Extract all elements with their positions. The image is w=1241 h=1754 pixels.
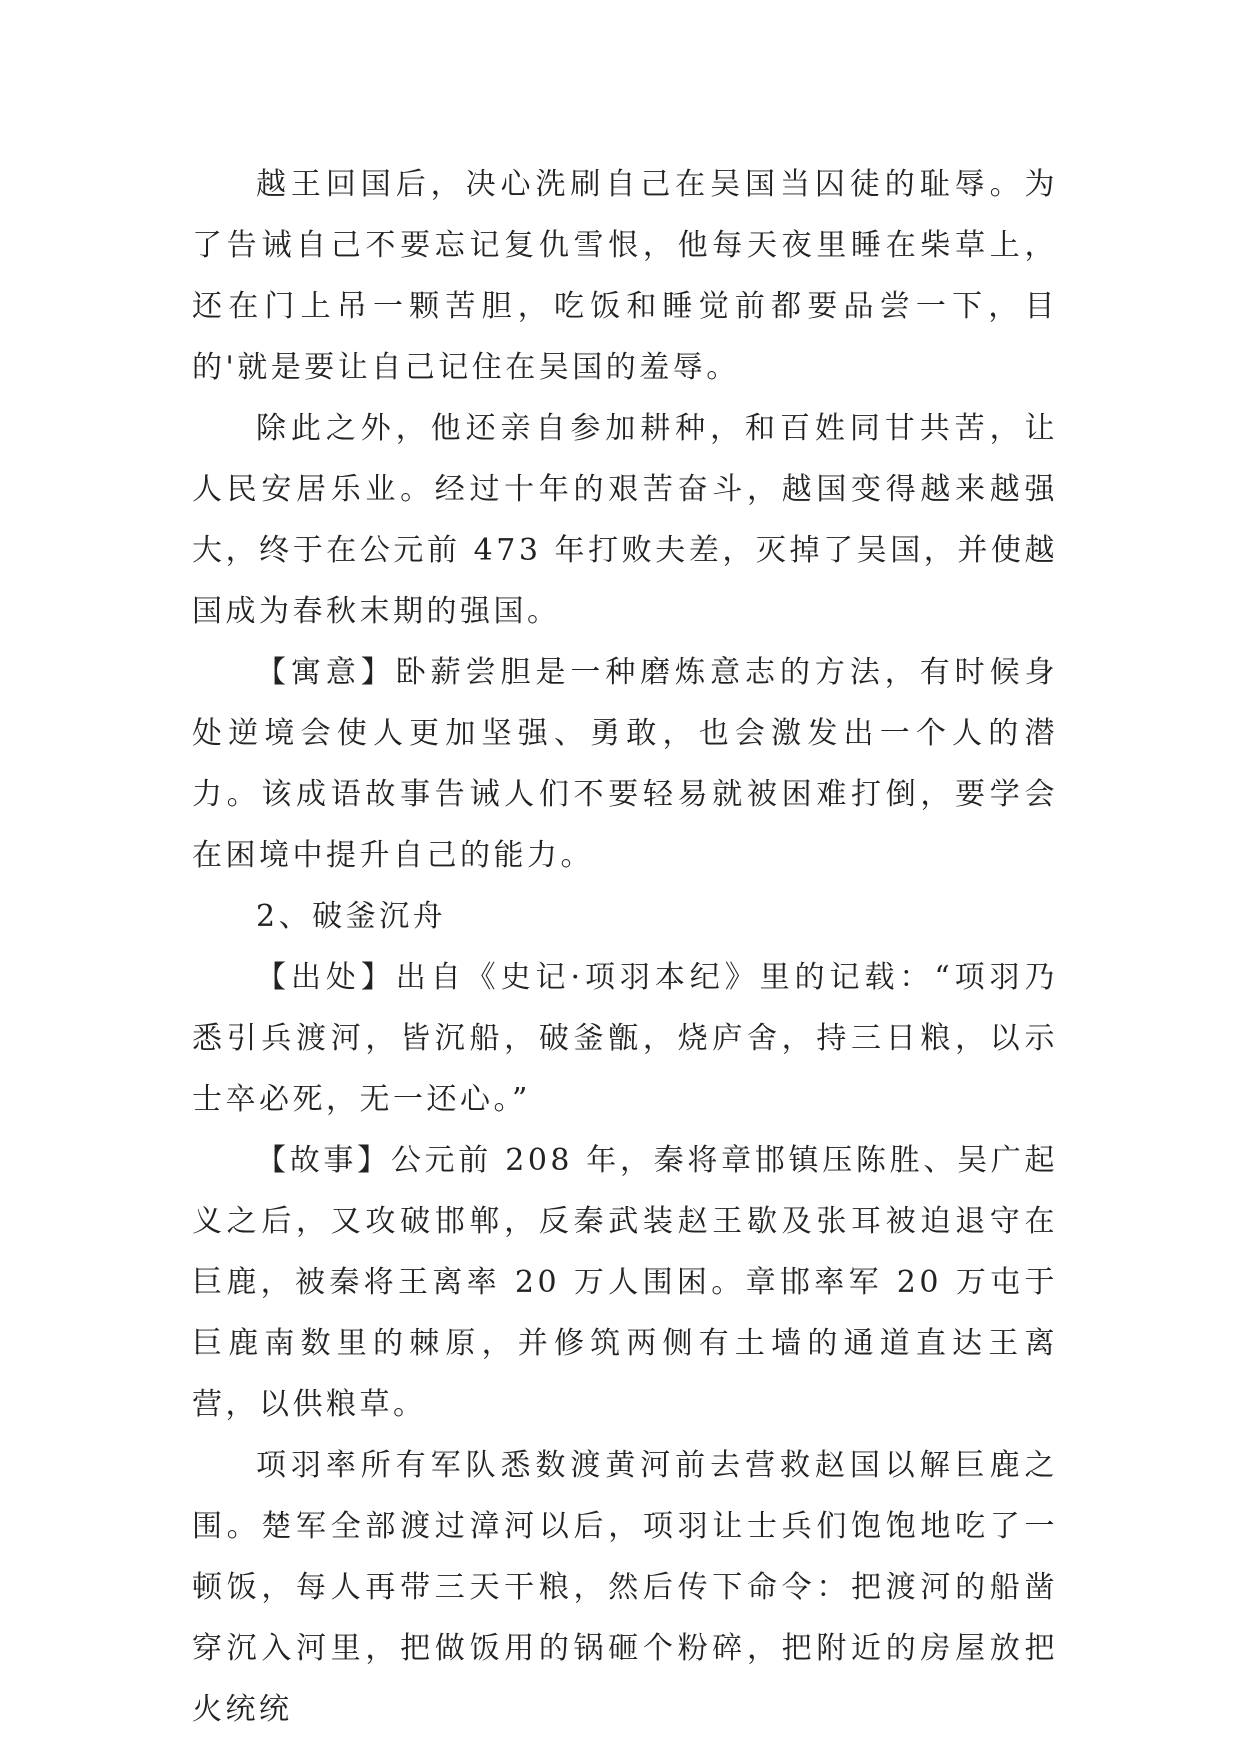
paragraph-xiangyu: 项羽率所有军队悉数渡黄河前去营救赵国以解巨鹿之围。楚军全部渡过漳河以后，项羽让士兵们饱饱地吃了一顿饭，每人再带三天干粮，然后传下命令：把渡河的船凿穿沉入河里，把做饭用的锅砸个粉碎，把附近的房屋放把火统统 <box>192 1448 1058 1727</box>
paragraph-goujian-return: 越王回国后，决心洗刷自己在吴国当囚徒的耻辱。为了告诫自己不要忘记复仇雪恨，他每天夜里睡在柴草上，还在门上吊一颗苦胆，吃饭和睡觉前都要品尝一下，目的'就是要让自己记住在吴国的羞辱。 <box>192 167 1058 385</box>
paragraph-source: 【出处】出自《史记·项羽本纪》里的记载：“项羽乃悉引兵渡河，皆沉船，破釜甑，烧庐舍，持三日粮，以示士卒必死，无一还心。” <box>192 960 1058 1117</box>
document-page <box>192 154 1058 1740</box>
paragraph-story: 【故事】公元前 208 年，秦将章邯镇压陈胜、吴广起义之后，又攻破邯郸，反秦武装赵王歇及张耳被迫退守在巨鹿，被秦将王离率 20 万人围困。章邯率军 20 万屯于巨鹿南数里的棘原，并修筑两侧有土墙的通道直达王离营，以供粮草。 <box>192 1143 1058 1422</box>
paragraph-yue-rise: 除此之外，他还亲自参加耕种，和百姓同甘共苦，让人民安居乐业。经过十年的艰苦奋斗，越国变得越来越强大，终于在公元前 473 年打败夫差，灭掉了吴国，并使越国成为春秋末期的强国。 <box>192 411 1058 629</box>
section-heading: 2、破釜沉舟 <box>256 899 447 934</box>
paragraph-moral: 【寓意】卧薪尝胆是一种磨炼意志的方法，有时候身处逆境会使人更加坚强、勇敢，也会激发出一个人的潜力。该成语故事告诫人们不要轻易就被困难打倒，要学会在困境中提升自己的能力。 <box>192 655 1058 873</box>
